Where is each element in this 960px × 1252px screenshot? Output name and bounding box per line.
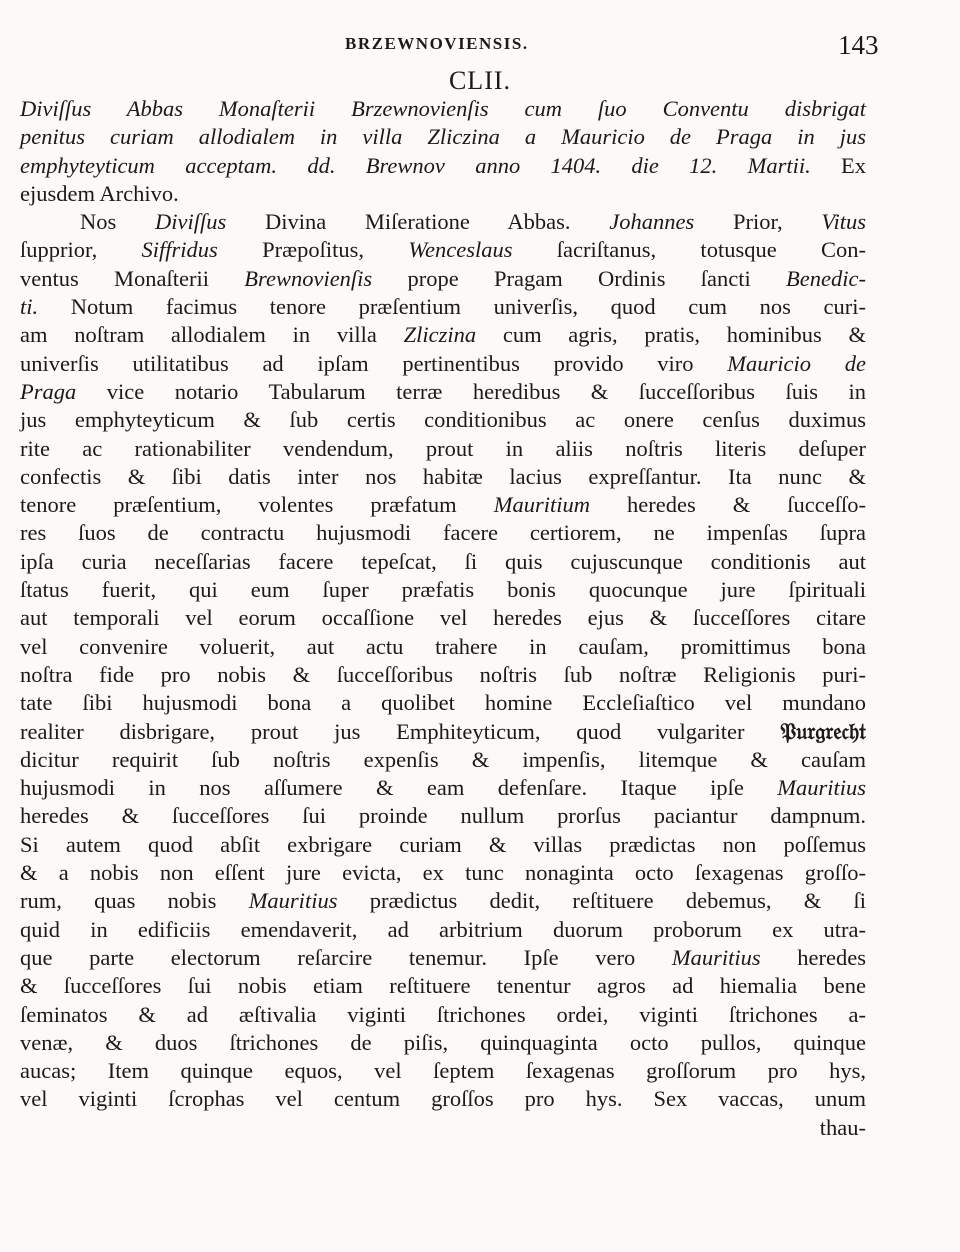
text-line: [20, 463, 866, 491]
italic-span: Mauricio de: [727, 350, 866, 376]
text-line: [20, 746, 866, 774]
italic-span: Zliczina: [403, 322, 477, 348]
text-line: [20, 944, 866, 972]
text-line: [20, 689, 866, 717]
document-body: [20, 95, 866, 1142]
italic-span: Diviſſus Abbas Monaſterii Brzewnovienſis cum ſuo Conventu disbrigat: [20, 96, 866, 121]
text-span: vel viginti ſcrophas vel centum groſſos pro hys. Sex vaccas, unum: [20, 1086, 866, 1112]
text-span: ejusdem Archivo.: [20, 180, 179, 206]
text-line: [20, 887, 866, 915]
text-span: res ſuos de contractu hujusmodi facere certiorem, ne impenſas ſupra: [20, 520, 866, 546]
text-span: noſtra fide pro nobis & ſucceſſoribus noſtris ſub noſtræ Religionis puri-: [20, 661, 866, 687]
text-span: heredes & ſucceſſo-: [589, 492, 866, 518]
text-line: [20, 774, 866, 802]
running-head-title: BRZEWNOVIENSIS.: [345, 34, 529, 53]
text-span: tenore præſentium, volentes præfatum: [20, 492, 494, 518]
text-span: tate ſibi hujusmodi bona a quolibet homine Eccleſiaſtico vel mundano: [20, 690, 866, 716]
italic-span: Mauritius: [248, 888, 338, 914]
italic-span: ti.: [20, 294, 39, 320]
text-span: ventus Monaſterii: [20, 265, 245, 291]
page-number: 143: [838, 30, 879, 60]
text-line: [20, 519, 866, 547]
text-line: [20, 406, 866, 434]
text-span: ſtatus fuerit, qui eum ſuper præfatis bonis quocunque jure ſpirituali: [20, 577, 866, 603]
text-line: [20, 491, 866, 519]
text-line: [20, 576, 866, 604]
text-span: Præpoſitus,: [217, 237, 409, 263]
text-span: realiter disbrigare, prout jus Emphiteyticum, quod vulgariter: [20, 718, 781, 744]
summary-line: [20, 95, 866, 123]
text-span: am noſtram allodialem in villa: [20, 322, 404, 348]
text-span: ſupprior,: [20, 237, 142, 263]
italic-span: emphyteyticum acceptam. dd. Brewnov anno 1404. die 12. Martii.: [20, 152, 811, 178]
text-line: [20, 972, 866, 1000]
text-span: aut temporali vel eorum occaſſione vel heredes ejus & ſucceſſores citare: [20, 605, 866, 631]
italic-span: Mauritium: [493, 492, 590, 518]
text-line: [20, 435, 866, 463]
document-number: CLII.: [448, 66, 512, 95]
text-span: univerſis utilitatibus ad ipſam pertinentibus provido viro: [20, 350, 728, 376]
text-line: [20, 1057, 866, 1085]
text-span: hujusmodi in nos aſſumere & eam defenſare. Itaque ipſe: [20, 775, 778, 801]
italic-span: Brewnovienſis: [244, 265, 373, 291]
text-line: [20, 378, 866, 406]
text-span: vice notario Tabularum terræ heredibus & ſucceſſoribus ſuis in: [76, 378, 866, 404]
text-line: [20, 1085, 866, 1113]
text-span: jus emphyteyticum & ſub certis conditionibus ac onere cenſus duximus: [20, 407, 866, 433]
summary-line: [20, 180, 866, 208]
text-span: Nos: [80, 209, 155, 235]
text-line: [20, 293, 866, 321]
text-line: [20, 236, 866, 264]
text-span: vel convenire voluerit, aut actu trahere in cauſam, promittimus bona: [20, 633, 866, 659]
text-span: venæ, & duos ſtrichones de piſis, quinquaginta octo pullos, quinque: [20, 1029, 866, 1055]
text-line: [20, 208, 866, 236]
text-line: [20, 859, 866, 887]
summary-line: [20, 152, 866, 180]
italic-span: Mauritius: [777, 775, 866, 801]
italic-span: Benedic-: [786, 265, 866, 291]
text-span: & a nobis non eſſent jure evicta, ex tunc nonaginta octo ſexagenas groſſo-: [20, 860, 866, 886]
catchword: thau-: [819, 1114, 866, 1140]
text-span: Si autem quod abſit exbrigare curiam & villas prædictas non poſſemus: [20, 831, 866, 857]
text-span: Ex: [810, 152, 867, 178]
text-span: ſacriſtanus, totusque Con-: [512, 237, 866, 263]
running-head: [0, 30, 960, 64]
text-line: [20, 548, 866, 576]
text-line: [20, 1001, 866, 1029]
italic-span: Praga: [20, 378, 77, 404]
text-span: heredes & ſucceſſores ſui proinde nullum prorſus paciantur dampnum.: [20, 803, 866, 829]
text-span: rite ac rationabiliter vendendum, prout in aliis noſtris literis deſuper: [20, 435, 866, 461]
text-line: [20, 916, 866, 944]
fraktur-span: 𝔓𝔲𝔯𝔤𝔯𝔢𝔠𝔥𝔱: [780, 718, 866, 745]
summary-line: [20, 123, 866, 151]
text-span: cum agris, pratis, hominibus &: [476, 322, 866, 348]
text-line: [20, 802, 866, 830]
italic-span: penitus curiam allodialem in villa Zliczina a Mauricio de Praga in jus: [20, 124, 866, 150]
text-span: prope Pragam Ordinis ſancti: [372, 265, 787, 291]
text-line: [20, 831, 866, 859]
text-span: Notum facimus tenore præſentium univerſis, quod cum nos curi-: [38, 294, 866, 320]
text-span: dicitur requirit ſub noſtris expenſis & impenſis, litemque & cauſam: [20, 746, 866, 772]
text-span: & ſucceſſores ſui nobis etiam reſtituere tenentur agros ad hiemalia bene: [20, 973, 866, 999]
italic-span: Johannes: [609, 209, 695, 235]
italic-span: Vitus: [821, 209, 866, 235]
text-span: quid in edificiis emendaverit, ad arbitrium duorum proborum ex utra-: [20, 916, 866, 942]
text-span: Divina Miſeratione Abbas.: [226, 209, 610, 235]
italic-span: Siffridus: [141, 237, 218, 263]
text-span: que parte electorum reſarcire tenemur. Ipſe vero: [20, 944, 672, 970]
italic-span: Mauritius: [671, 944, 761, 970]
text-line: [20, 350, 866, 378]
text-span: aucas; Item quinque equos, vel ſeptem ſexagenas groſſorum pro hys,: [20, 1058, 866, 1084]
italic-span: Diviſſus: [154, 209, 227, 235]
text-span: ipſa curia neceſſarias facere tepeſcat, ſi quis cujuscunque conditionis aut: [20, 548, 866, 574]
italic-span: Wenceslaus: [408, 237, 513, 263]
text-line: [20, 633, 866, 661]
text-line: [20, 265, 866, 293]
text-line: [20, 604, 866, 632]
text-line: [20, 321, 866, 349]
text-span: ſeminatos & ad æſtivalia viginti ſtrichones ordei, viginti ſtrichones a-: [20, 1001, 866, 1027]
text-span: Prior,: [694, 209, 822, 235]
text-span: confectis & ſibi datis inter nos habitæ lacius expreſſantur. Ita nunc &: [20, 463, 866, 489]
text-span: prædictus dedit, reſtituere debemus, & ſi: [337, 888, 866, 914]
text-line: [20, 1029, 866, 1057]
text-span: rum, quas nobis: [20, 888, 249, 914]
text-line: [20, 718, 866, 746]
text-span: heredes: [760, 944, 866, 970]
text-line: [20, 661, 866, 689]
